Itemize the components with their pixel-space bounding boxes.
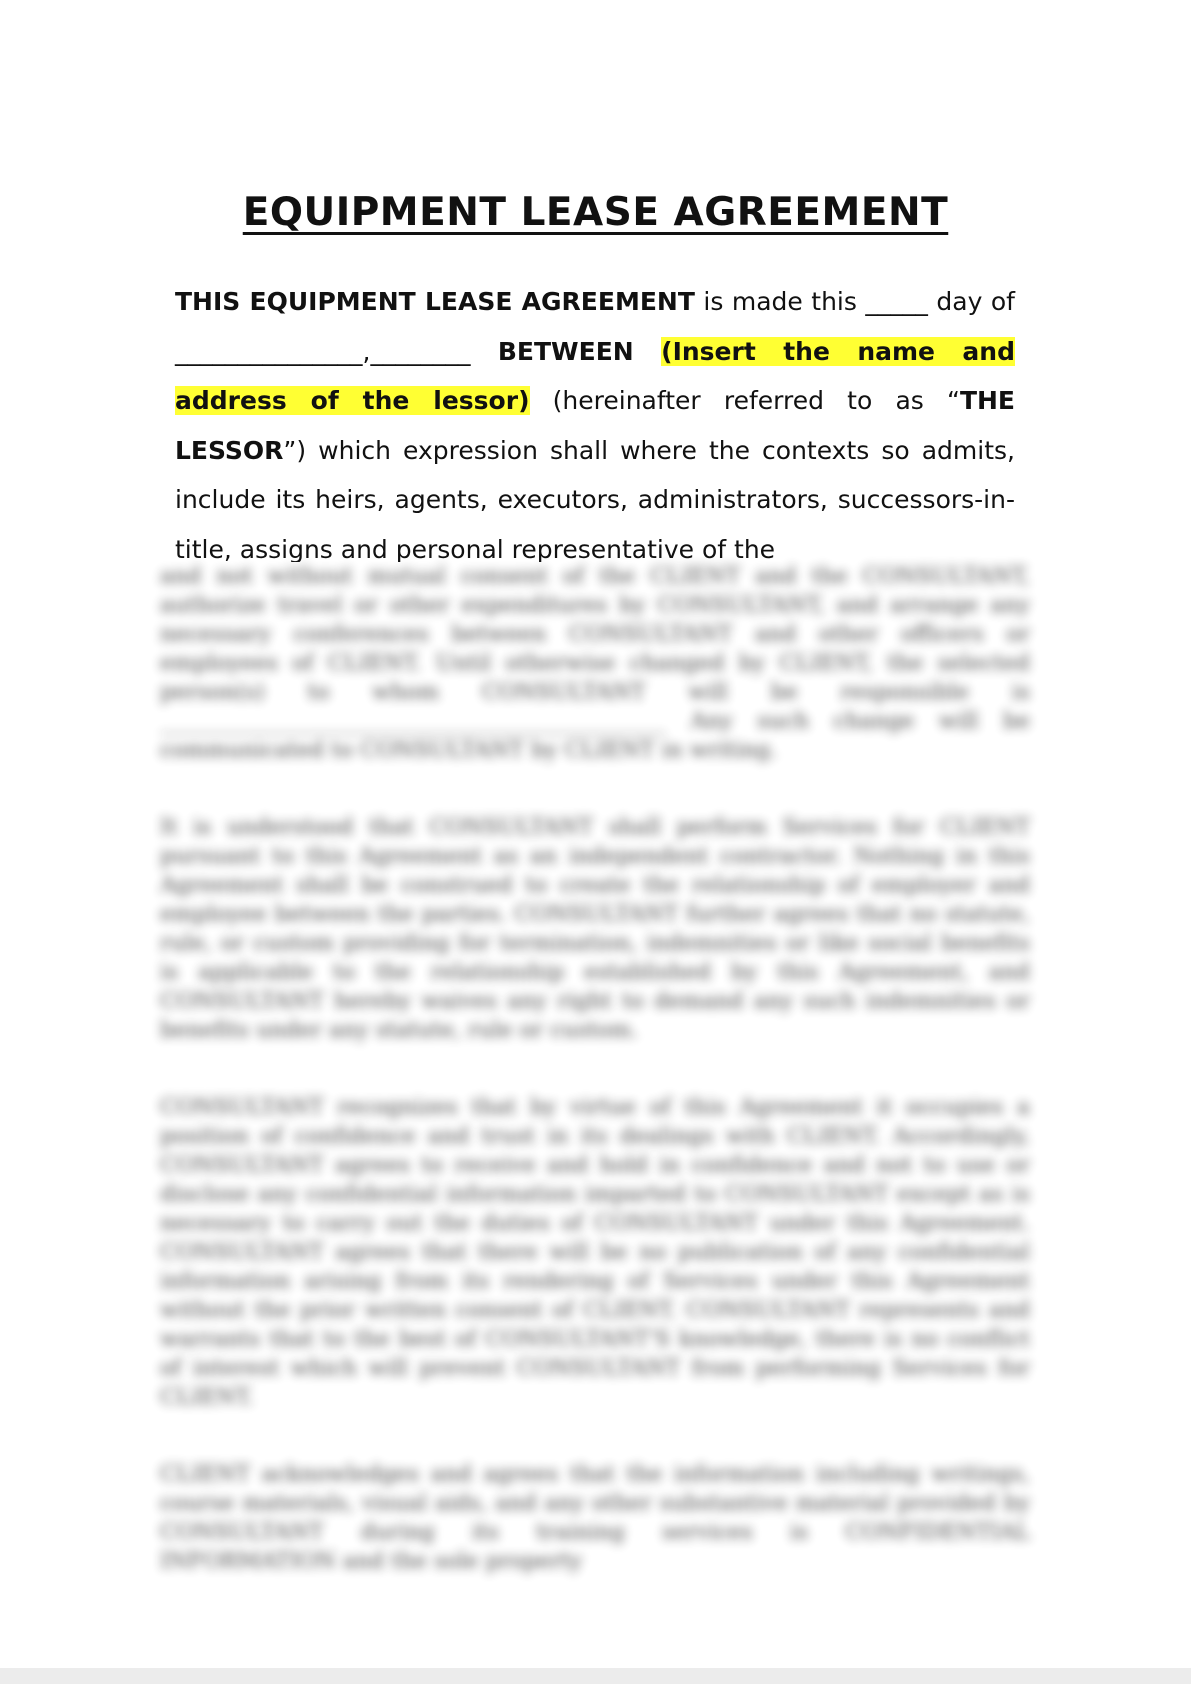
blurred-paragraph: CLIENT acknowledges and agrees that the information including writings, course materials, visual aids, and any other substantive material provided by CONSULTANT during its training services is CONFIDENTIAL INFORMATION and the sole property bbox=[160, 1462, 1030, 1574]
month-year-blank: _______________,________ bbox=[175, 336, 471, 366]
lessor-placeholder-highlight: (Insert the name and address of the lessor) bbox=[175, 336, 1015, 415]
agreement-name-bold: THIS EQUIPMENT LEASE AGREEMENT bbox=[175, 287, 695, 316]
page-bottom-edge bbox=[0, 1668, 1191, 1684]
date-blank: _____ bbox=[865, 287, 928, 316]
blurred-paragraph: and not without mutual consent of the CLIENT and the CONSULTANT, authorize travel or other expenditures by CONSULTANT, and arrange any necessary conferences between CONSULTANT and other officers or employees of CLIENT. Until otherwise changed by CLIENT, the selected person(s) to whom CONSULTANT will be responsible is ______________________________________________ Any such change will be communicated to CONSULTANT by CLIENT in writing. bbox=[160, 564, 1030, 763]
the-lessor-bold: THE LESSOR bbox=[175, 386, 1015, 465]
blurred-paragraph: It is understood that CONSULTANT shall perform Services for CLIENT pursuant to this Agreement as an independent contractor. Nothing in this Agreement shall be construed to create the relationship of employer and employee between the parties. CONSULTANT further agrees that no statute, rule, or custom providing for termination, indemnities or like social benefits is applicable to the relationship established by this Agreement, and CONSULTANT hereby waives any right to demand any such indemnities or benefits under any statute, rule or custom. bbox=[160, 815, 1030, 1043]
intro-paragraph: THIS EQUIPMENT LEASE AGREEMENT is made this _____ day of _______________,________ BETWEEN (Insert the name and address of the lessor) (hereinafter referred to as “THE LESSOR”) which expression shall where the contexts so admits, include its heirs, agents, executors, administrators, successors-in-title, assigns and personal representative of the bbox=[175, 287, 1015, 562]
visible-section bbox=[0, 0, 1191, 562]
blurred-paragraph: CONSULTANT recognizes that by virtue of this Agreement it occupies a position of confidence and trust in its dealings with CLIENT. Accordingly, CONSULTANT agrees to receive and hold in confidence and not to use or disclose any confidential information imparted to CONSULTANT except as is necessary to carry out the duties of CONSULTANT under this Agreement. CONSULTANT agrees that there will be no publication of any confidential information arising from its rendering of Services under this Agreement without the prior written consent of CLIENT. CONSULTANT represents and warrants that to the best of CONSULTANT'S knowledge, there is no conflict of interest which will prevent CONSULTANT from performing Services for CLIENT. bbox=[160, 1095, 1030, 1410]
blurred-preview-region bbox=[160, 562, 1030, 1574]
document-title: EQUIPMENT LEASE AGREEMENT bbox=[242, 190, 949, 235]
between-label: BETWEEN bbox=[470, 336, 662, 366]
